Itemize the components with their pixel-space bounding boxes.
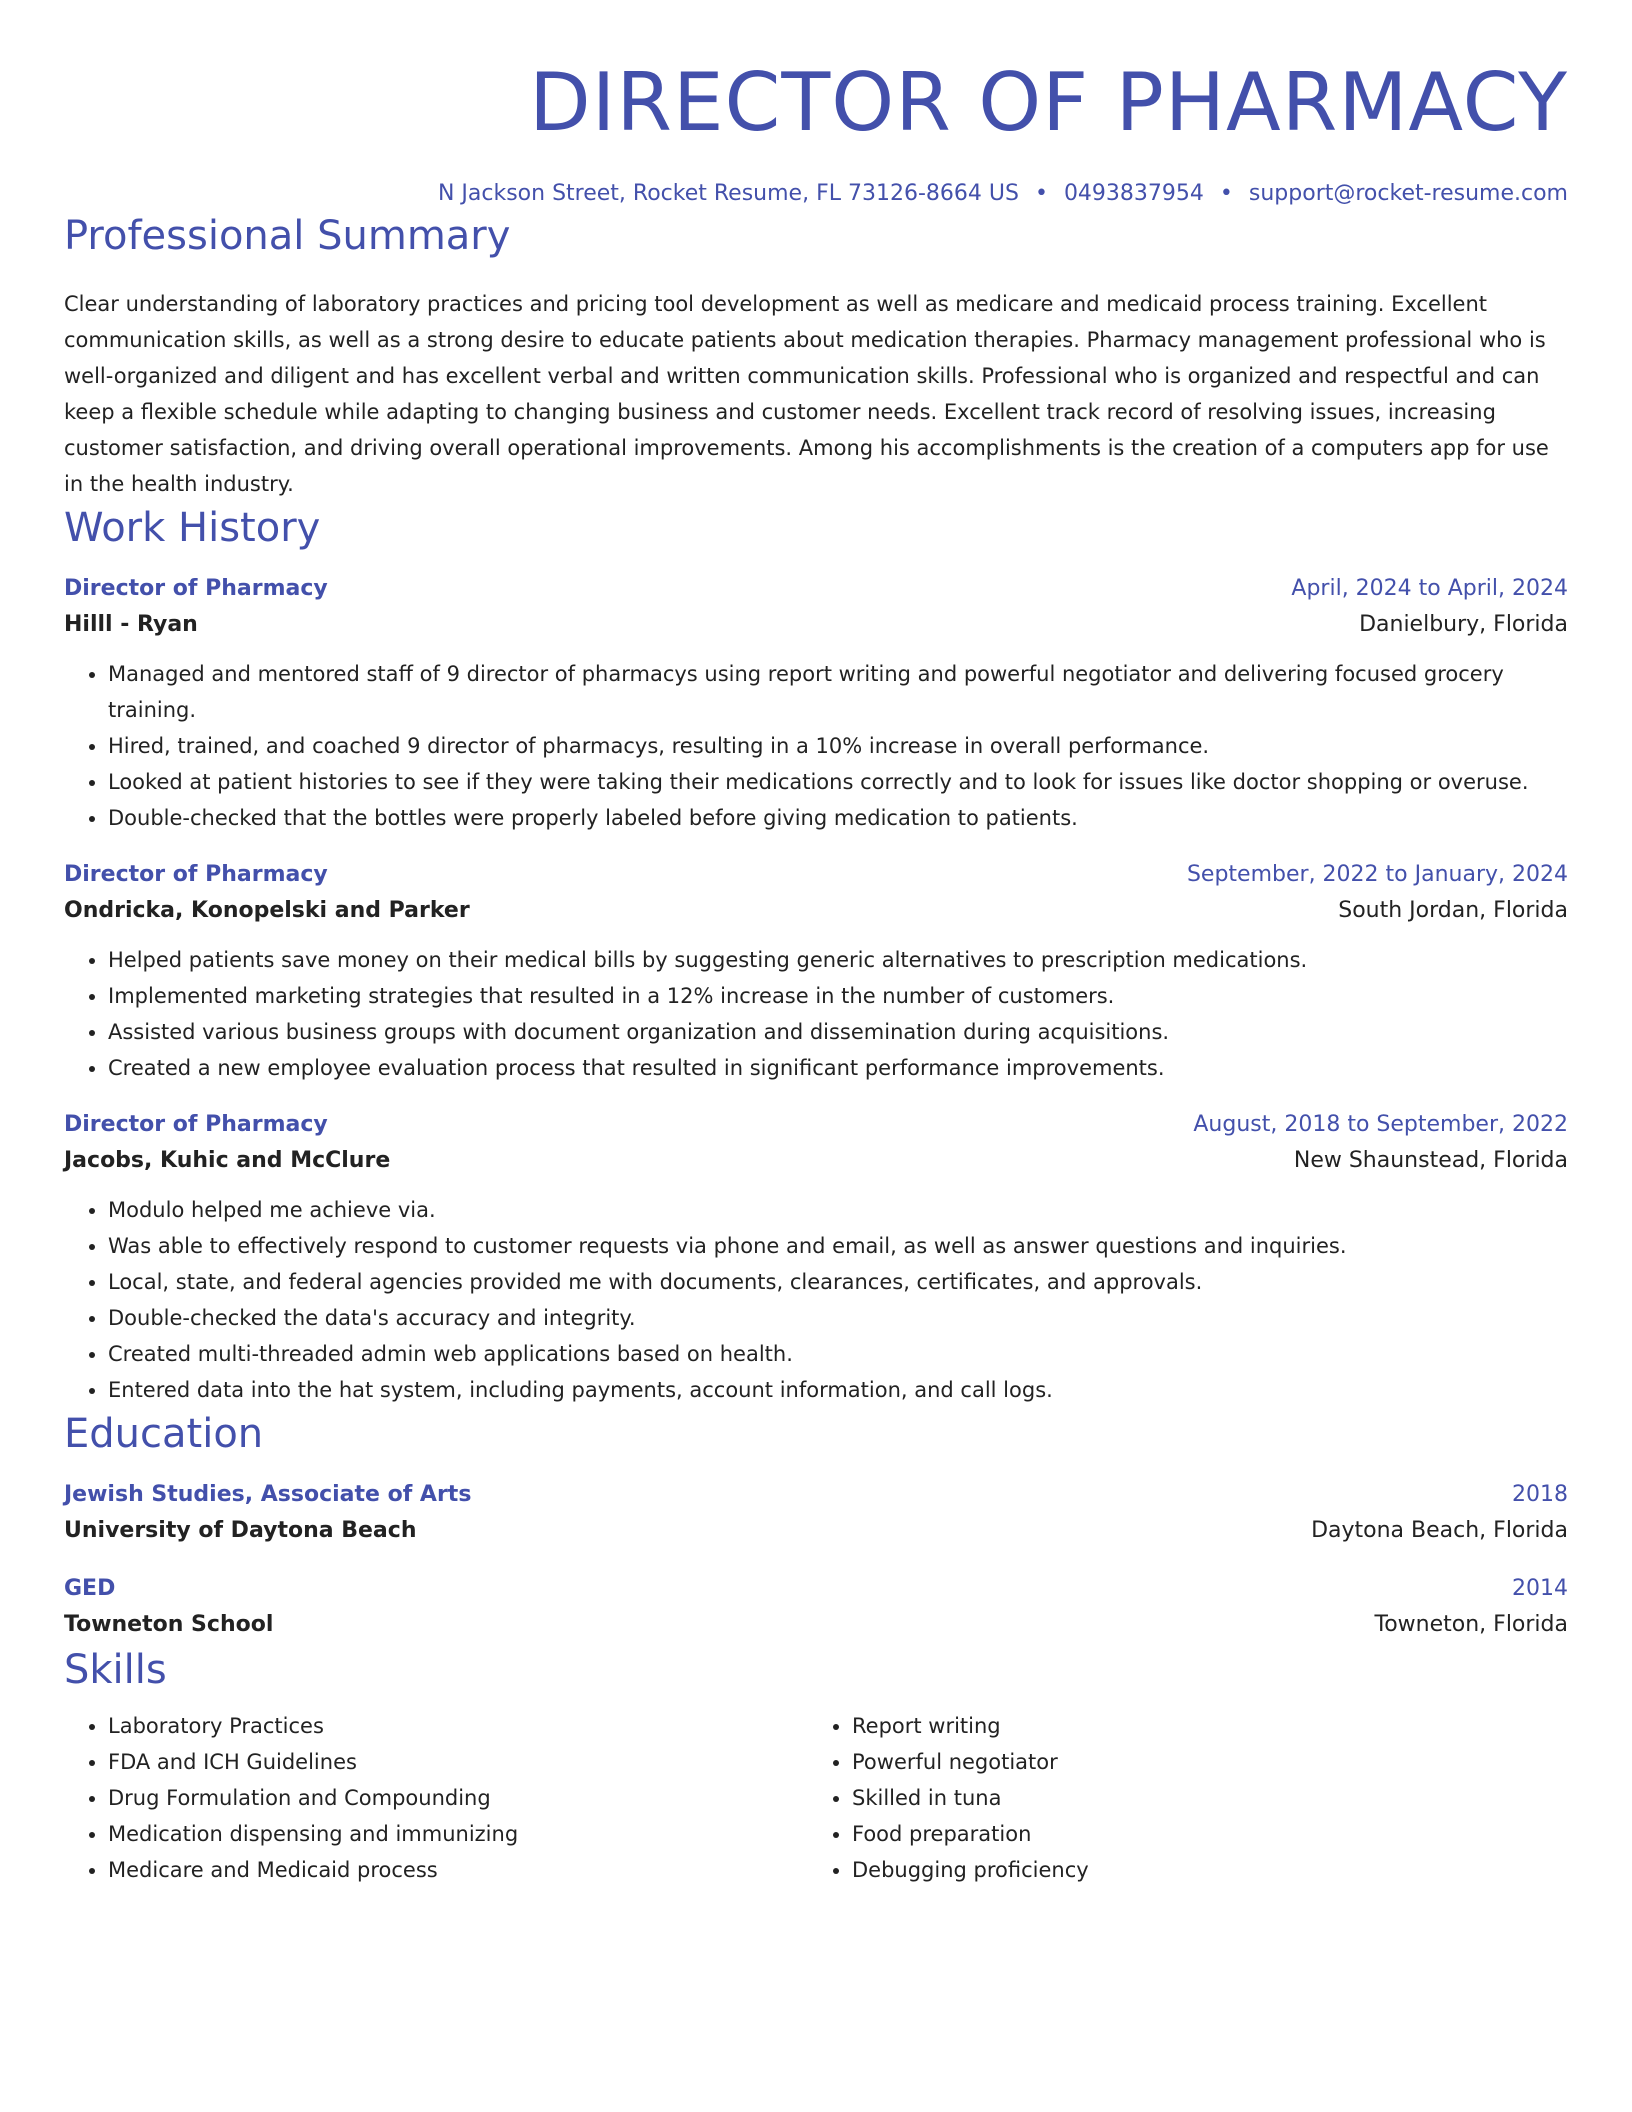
skills-heading: Skills xyxy=(64,1647,167,1693)
job-dates: August, 2018 to September, 2022 xyxy=(1193,1112,1568,1137)
job-bullets xyxy=(64,1192,1568,1408)
education-heading: Education xyxy=(64,1411,264,1457)
work-history-heading: Work History xyxy=(64,505,321,551)
job-bullet: • Local, state, and federal agencies provided me with documents, clearances, certificates, and approvals. xyxy=(108,1264,1568,1300)
school-location: Towneton, Florida xyxy=(1374,1612,1568,1637)
job-bullet: • Managed and mentored staff of 9 director of pharmacys using report writing and powerful negotiator and delivering focused grocery training. xyxy=(108,656,1568,728)
job-bullet: • Modulo helped me achieve via. xyxy=(108,1192,1568,1228)
work-entry xyxy=(64,572,1568,836)
summary-heading: Professional Summary xyxy=(64,213,511,259)
contact-phone: 0493837954 xyxy=(1063,181,1204,206)
school-location: Daytona Beach, Florida xyxy=(1311,1518,1568,1543)
job-bullet: • Implemented marketing strategies that resulted in a 12% increase in the number of customers. xyxy=(108,978,1568,1014)
job-company: Ondricka, Konopelski and Parker xyxy=(64,898,470,923)
skill-item: • Medication dispensing and immunizing xyxy=(108,1816,808,1852)
skill-item: • Debugging proficiency xyxy=(852,1852,1552,1888)
education-entry xyxy=(64,1572,1568,1644)
skill-item: • Powerful negotiator xyxy=(852,1744,1552,1780)
job-title: Director of Pharmacy xyxy=(64,862,328,887)
skill-item: • FDA and ICH Guidelines xyxy=(108,1744,808,1780)
job-bullet: • Created a new employee evaluation process that resulted in significant performance improvements. xyxy=(108,1050,1568,1086)
job-bullet: • Double-checked that the bottles were properly labeled before giving medication to patients. xyxy=(108,800,1568,836)
school-name: Towneton School xyxy=(64,1612,274,1637)
job-bullet: • Assisted various business groups with document organization and dissemination during acquisitions. xyxy=(108,1014,1568,1050)
job-title: Director of Pharmacy xyxy=(64,576,328,601)
job-bullet: • Hired, trained, and coached 9 director of pharmacys, resulting in a 10% increase in overall performance. xyxy=(108,728,1568,764)
contact-address: N Jackson Street, Rocket Resume, FL 73126-8664 US xyxy=(437,181,1019,206)
school-name: University of Daytona Beach xyxy=(64,1518,417,1543)
job-bullet: • Was able to effectively respond to customer requests via phone and email, as well as answer questions and inquiries. xyxy=(108,1228,1568,1264)
degree-name: GED xyxy=(64,1576,116,1601)
summary-text: Clear understanding of laboratory practices and pricing tool development as well as medicare and medicaid process training. Excellent communication skills, as well as a strong desire to educate patients about medication therapies. Pharmacy management professional who is well-organized and diligent and has excellent verbal and written communication skills. Professional who is organized and respectful and can keep a flexible schedule while adapting to changing business and customer needs. Excellent track record of resolving issues, increasing customer satisfaction, and driving overall operational improvements. Among his accomplishments is the creation of a computers app for use in the health industry. xyxy=(64,292,1549,496)
job-dates: September, 2022 to January, 2024 xyxy=(1186,862,1568,887)
job-bullet: • Created multi-threaded admin web applications based on health. xyxy=(108,1336,1568,1372)
job-location: Danielbury, Florida xyxy=(1359,612,1568,637)
job-location: South Jordan, Florida xyxy=(1338,898,1568,923)
skill-item: • Food preparation xyxy=(852,1816,1552,1852)
contact-separator: • xyxy=(1219,181,1233,206)
resume-title: DIRECTOR OF PHARMACY xyxy=(529,56,1568,149)
degree-year: 2018 xyxy=(1512,1482,1568,1507)
skills-list-right xyxy=(808,1708,1552,1888)
job-bullet: • Looked at patient histories to see if they were taking their medications correctly and to look for issues like doctor shopping or overuse. xyxy=(108,764,1568,800)
education-entry xyxy=(64,1478,1568,1550)
contact-line xyxy=(64,178,1568,210)
skill-item: • Drug Formulation and Compounding xyxy=(108,1780,808,1816)
job-bullet: • Entered data into the hat system, including payments, account information, and call logs. xyxy=(108,1372,1568,1408)
job-bullets xyxy=(64,942,1568,1086)
resume-page xyxy=(64,48,1568,1888)
job-bullet: • Helped patients save money on their medical bills by suggesting generic alternatives to prescription medications. xyxy=(108,942,1568,978)
job-title: Director of Pharmacy xyxy=(64,1112,328,1137)
skill-item: • Laboratory Practices xyxy=(108,1708,808,1744)
skill-item: • Medicare and Medicaid process xyxy=(108,1852,808,1888)
skills-list-left xyxy=(64,1708,808,1888)
contact-separator: • xyxy=(1034,181,1048,206)
job-company: Jacobs, Kuhic and McClure xyxy=(64,1148,391,1173)
skill-item: • Report writing xyxy=(852,1708,1552,1744)
job-dates: April, 2024 to April, 2024 xyxy=(1291,576,1568,601)
degree-year: 2014 xyxy=(1512,1576,1568,1601)
degree-name: Jewish Studies, Associate of Arts xyxy=(64,1482,472,1507)
contact-email: support@rocket-resume.com xyxy=(1248,181,1568,206)
work-entry xyxy=(64,858,1568,1086)
skill-item: • Skilled in tuna xyxy=(852,1780,1552,1816)
skills-columns xyxy=(64,1708,1568,1888)
job-bullets xyxy=(64,656,1568,836)
job-company: Hilll - Ryan xyxy=(64,612,198,637)
job-location: New Shaunstead, Florida xyxy=(1293,1148,1568,1173)
job-bullet: • Double-checked the data's accuracy and integrity. xyxy=(108,1300,1568,1336)
work-entry xyxy=(64,1108,1568,1408)
